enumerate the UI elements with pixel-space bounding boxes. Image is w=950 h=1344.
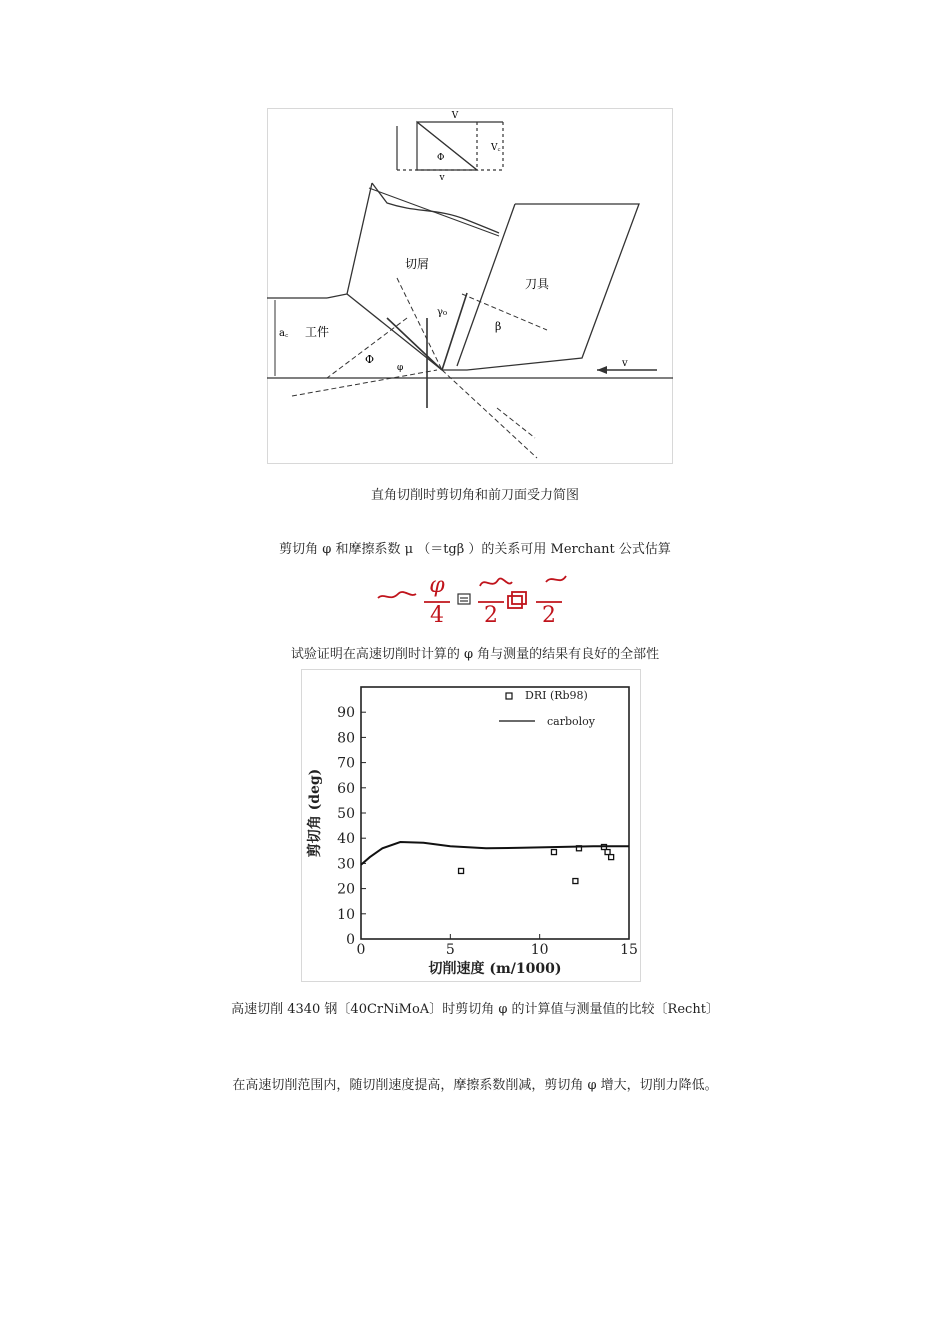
x-tick-label: 10 — [530, 942, 549, 958]
y-tick-label: 50 — [337, 806, 355, 822]
v-arrow-label: v — [622, 358, 628, 369]
workpiece-label: 工件 — [305, 325, 330, 339]
gamma-label: γ₀ — [437, 307, 447, 318]
y-tick-label: 90 — [337, 705, 355, 722]
phi-small-label: φ — [397, 363, 404, 373]
shear-angle-chart — [301, 669, 641, 982]
legend-dri-label: DRI (Rb98) — [525, 689, 588, 702]
formula-den-2a: 2 — [484, 603, 498, 626]
tool-label: 刀具 — [525, 277, 550, 291]
legend-carboloy-label: carboloy — [547, 715, 595, 728]
phi-label: Φ — [365, 353, 375, 366]
legend-dri-marker — [506, 693, 512, 699]
y-axis-label: 剪切角 (deg) — [307, 768, 323, 858]
formula-den-4: 4 — [430, 603, 444, 626]
carboloy-line — [361, 842, 629, 865]
dri-point — [609, 855, 614, 860]
y-tick-label: 30 — [337, 856, 355, 873]
vc-label: V꜀ — [491, 143, 501, 153]
dri-point — [551, 850, 556, 855]
y-tick-label: 80 — [337, 730, 355, 747]
x-tick-label: 5 — [445, 942, 455, 958]
y-tick-label: 10 — [337, 906, 355, 923]
formula-phi: φ — [429, 573, 445, 598]
y-tick-label: 0 — [346, 932, 355, 948]
phi-label-top: Φ — [437, 153, 445, 163]
beta-label: β — [495, 320, 502, 333]
y-tick-label: 40 — [337, 831, 355, 848]
validation-text: 试验证明在高速切削时计算的 φ 角与测量的结果有良好的全部性 — [290, 647, 660, 662]
x-tick-label: 15 — [620, 942, 638, 958]
figure1-caption: 直角切削时剪切角和前刀面受力简图 — [370, 488, 579, 503]
v-top-label: V — [451, 111, 459, 121]
v-bottom-label: v — [439, 173, 445, 183]
conclusion-text: 在高速切削范围内，随切削速度提高，摩擦系数削减，剪切角 φ 增大，切削力降低。 — [232, 1078, 718, 1093]
merchant-text: 剪切角 φ 和摩擦系数 μ （＝tgβ ）的关系可用 Merchant 公式估算 — [279, 542, 671, 557]
y-tick-label: 20 — [337, 881, 355, 898]
dri-point — [459, 868, 464, 873]
y-tick-label: 70 — [337, 755, 355, 772]
y-tick-label: 60 — [337, 780, 355, 797]
chip-label: 切屑 — [405, 257, 430, 271]
dri-point — [573, 879, 578, 884]
x-axis-label: 切削速度 (m/1000) — [428, 961, 562, 977]
dri-point — [605, 850, 610, 855]
x-tick-label: 0 — [356, 942, 366, 958]
merchant-formula — [370, 568, 590, 626]
figure2-caption: 高速切削 4340 钢〔40CrNiMoA〕时剪切角 φ 的计算值与测量值的比较〔Recht〕 — [231, 1002, 719, 1017]
ac-label: a꜀ — [279, 328, 289, 339]
cutting-diagram — [267, 108, 673, 464]
formula-den-2b: 2 — [542, 603, 556, 626]
